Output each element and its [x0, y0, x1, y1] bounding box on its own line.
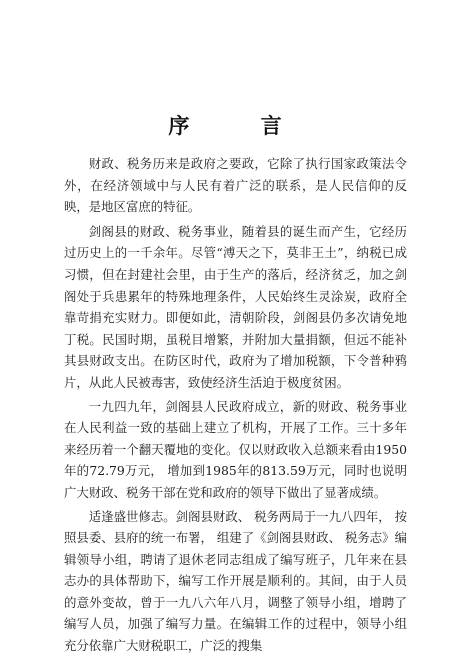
page-title: 序 言 — [168, 114, 314, 138]
preface-body — [64, 153, 407, 657]
paragraph-3: 一九四九年，剑阁县人民政府成立，新的财政、税务事业在人民利益一致的基础上建立了机构，开展了工作。三十多年来经历着一个翻天覆地的变化。仅以财政收入总额来看由1950年的72.79万元， 增加到1985年的813.59万元，同时也说明广大财政、税务干部在党和政府的领导下做出了显著成绩。 — [64, 398, 407, 500]
paragraph-2: 剑阁县的财政、税务事业，随着县的诞生而产生，它经历过历史上的一千余年。尽管“溥天之下，莫非王土”，纳税已成习惯，但在封建社会里，由于生产的落后，经济贫乏，加之剑阁处于兵患累年的特殊地理条件，人民始终生灵涂炭，政府全靠苛捐充实财力。即便如此，清朝阶段，剑阁县仍多次请免地丁税。民国时期，虽税目增繁，并附加大量捐额，但远不能补其县财政支出。在防区时代，政府为了增加税额，下令普种鸦片，从此人民被毒害，致使经济生活迫于极度贫困。 — [64, 223, 407, 390]
paragraph-4: 适逢盛世修志。剑阁县财政、 税务两局于一九八四年， 按照县委、县府的统一布署， 组建了《剑阁县财政、 税务志》编辑领导小组，聘请了退休老同志组成了编写班子，几年来在县志办的具体帮助下，编写工作开展是顺利的。其间，由于人员的意外变故，曾于一九八六年八月，调整了领导小组，增聘了编写人员，加强了编写力量。在编辑工作的过程中，领导小组充分依靠广大财税职工，广泛的搜集 — [64, 508, 407, 654]
paragraph-1: 财政、税务历来是政府之要政，它除了执行国家政策法令外，在经济领域中与人民有着广泛的联系，是人民信仰的反映，是地区富庶的特征。 — [64, 156, 407, 215]
